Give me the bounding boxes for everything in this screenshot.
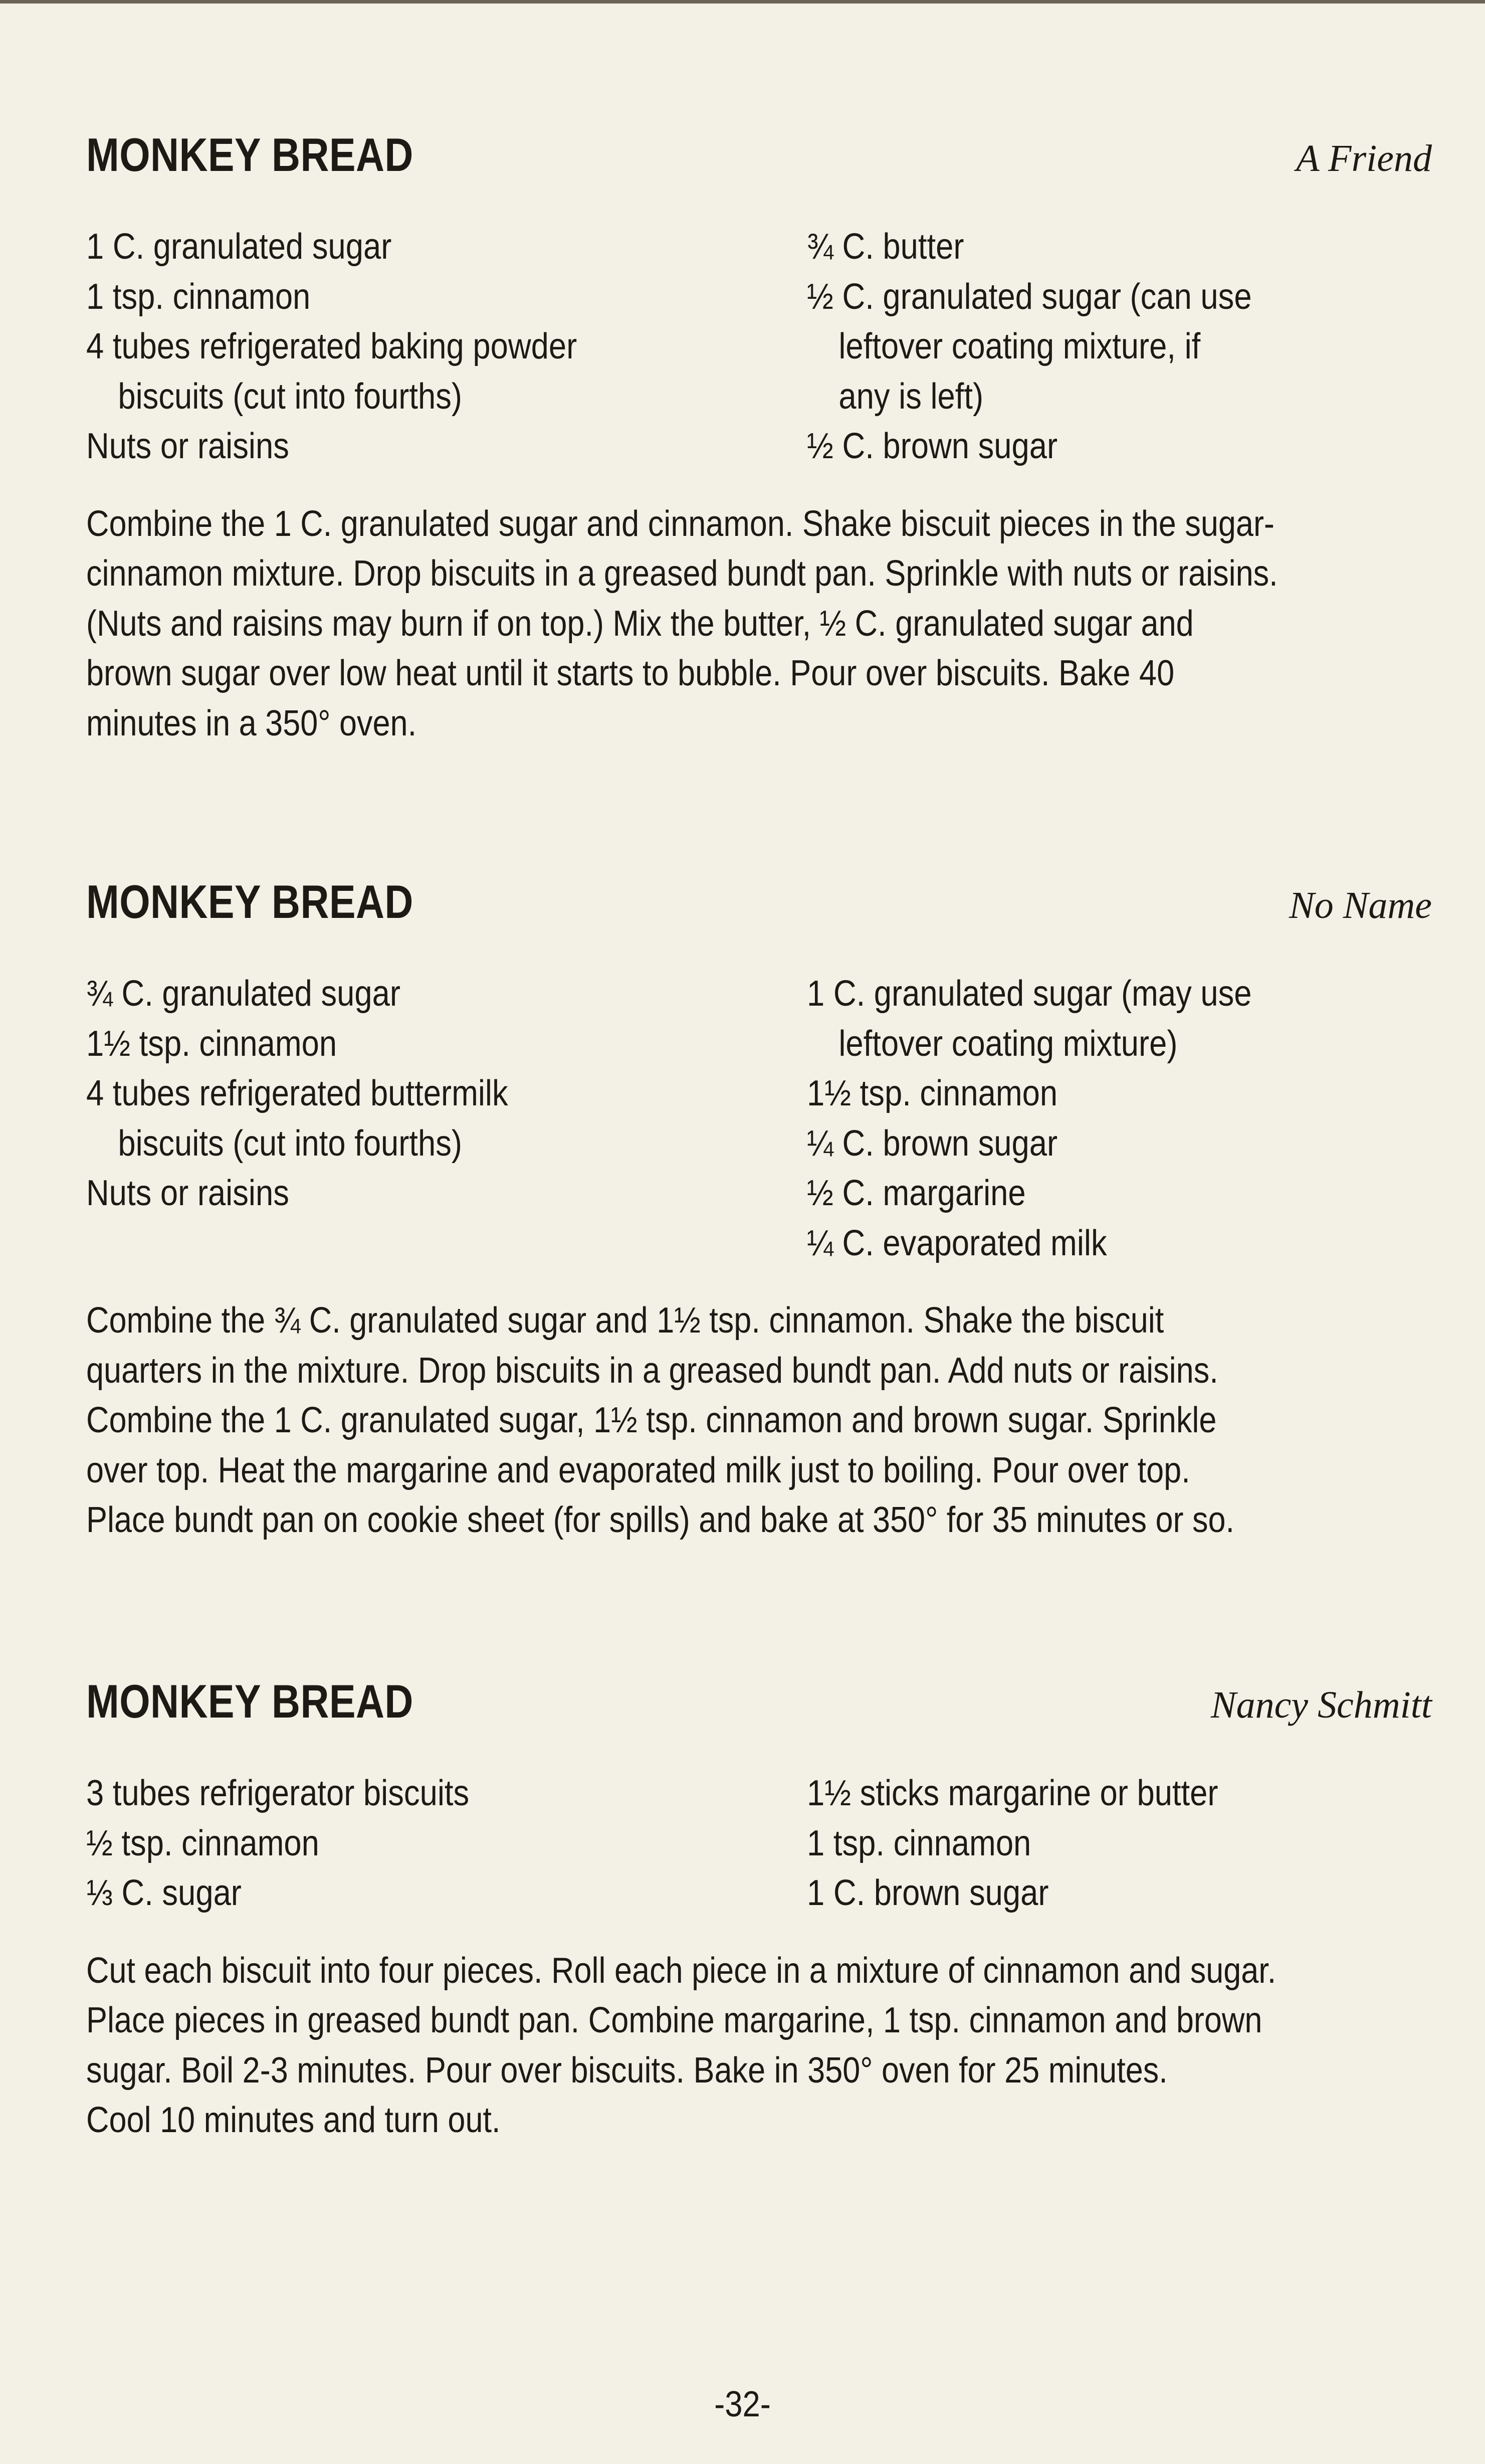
ingredient-line: ½ C. brown sugar xyxy=(807,426,1058,466)
recipe-3 xyxy=(86,1674,1432,2146)
ingredient-line: Nuts or raisins xyxy=(86,426,289,466)
directions-line: Place pieces in greased bundt pan. Combine margarine, 1 tsp. cinnamon and brown xyxy=(86,2000,1262,2040)
recipe-title: MONKEY BREAD xyxy=(86,128,413,181)
ingredient-column-left xyxy=(86,222,807,472)
ingredient-line: 3 tubes refrigerator biscuits xyxy=(86,1773,470,1813)
ingredient-line: 4 tubes refrigerated baking powder xyxy=(86,326,577,366)
ingredient-line: biscuits (cut into fourths) xyxy=(118,376,463,417)
ingredient-line: 1 tsp. cinnamon xyxy=(807,1823,1031,1863)
recipe-directions xyxy=(86,1296,1432,1546)
ingredient-line: Nuts or raisins xyxy=(86,1173,289,1213)
recipe-header xyxy=(86,1674,1432,1740)
ingredient-line: ⅓ C. sugar xyxy=(86,1873,242,1913)
directions-line: Combine the ¾ C. granulated sugar and 1½ tsp. cinnamon. Shake the biscuit xyxy=(86,1300,1164,1341)
ingredient-line: 1 tsp. cinnamon xyxy=(86,276,311,317)
recipe-2 xyxy=(86,875,1432,1546)
directions-line: (Nuts and raisins may burn if on top.) Mix the butter, ½ C. granulated sugar and xyxy=(86,603,1194,644)
directions-line: Combine the 1 C. granulated sugar and cinnamon. Shake biscuit pieces in the sugar- xyxy=(86,503,1275,544)
directions-line: brown sugar over low heat until it starts to bubble. Pour over biscuits. Bake 40 xyxy=(86,653,1175,693)
ingredient-line: ½ C. margarine xyxy=(807,1173,1026,1213)
ingredient-line: any is left) xyxy=(838,376,984,417)
ingredient-line: leftover coating mixture) xyxy=(838,1023,1178,1064)
ingredient-line: 1½ sticks margarine or butter xyxy=(807,1773,1218,1813)
recipe-author: No Name xyxy=(1289,884,1432,926)
ingredient-line: ½ tsp. cinnamon xyxy=(86,1823,319,1863)
ingredient-list xyxy=(86,969,1432,1268)
ingredient-line: 1 C. granulated sugar (may use xyxy=(807,974,1252,1014)
ingredient-column-right xyxy=(807,969,1432,1268)
directions-line: Combine the 1 C. granulated sugar, 1½ tsp. cinnamon and brown sugar. Sprinkle xyxy=(86,1400,1217,1440)
ingredient-column-right xyxy=(807,222,1432,472)
ingredient-column-right xyxy=(807,1769,1432,1919)
recipe-directions xyxy=(86,499,1432,749)
directions-line: Cool 10 minutes and turn out. xyxy=(86,2100,501,2140)
page-number: -32- xyxy=(714,2384,771,2424)
ingredient-line: 4 tubes refrigerated buttermilk xyxy=(86,1073,508,1113)
page-top-edge xyxy=(0,0,1485,4)
ingredient-column-left xyxy=(86,1769,807,1919)
ingredient-line: 1 C. granulated sugar xyxy=(86,227,392,267)
directions-line: minutes in a 350° oven. xyxy=(86,703,417,743)
recipe-1 xyxy=(86,128,1432,748)
ingredient-line: ¼ C. evaporated milk xyxy=(807,1223,1107,1263)
directions-line: Place bundt pan on cookie sheet (for spills) and bake at 350° for 35 minutes or so. xyxy=(86,1500,1235,1540)
ingredient-column-left xyxy=(86,969,807,1268)
directions-line: over top. Heat the margarine and evaporated milk just to boiling. Pour over top. xyxy=(86,1450,1190,1490)
ingredient-line: ¾ C. granulated sugar xyxy=(86,974,400,1014)
directions-line: Cut each biscuit into four pieces. Roll each piece in a mixture of cinnamon and sugar. xyxy=(86,1950,1277,1991)
ingredient-line: biscuits (cut into fourths) xyxy=(118,1123,463,1164)
recipe-header xyxy=(86,128,1432,193)
ingredient-line: 1½ tsp. cinnamon xyxy=(807,1073,1058,1113)
ingredient-list xyxy=(86,222,1432,472)
recipe-title: MONKEY BREAD xyxy=(86,1675,413,1728)
ingredient-line: ¼ C. brown sugar xyxy=(807,1123,1058,1164)
ingredient-list xyxy=(86,1769,1432,1919)
recipe-header xyxy=(86,875,1432,940)
recipe-author: A Friend xyxy=(1296,137,1432,179)
recipe-directions xyxy=(86,1946,1432,2146)
recipe-title: MONKEY BREAD xyxy=(86,875,413,928)
ingredient-line: ¾ C. butter xyxy=(807,227,964,267)
ingredient-line: 1½ tsp. cinnamon xyxy=(86,1023,337,1064)
recipe-author: Nancy Schmitt xyxy=(1210,1684,1432,1726)
ingredient-line: leftover coating mixture, if xyxy=(838,326,1201,366)
directions-line: cinnamon mixture. Drop biscuits in a greased bundt pan. Sprinkle with nuts or raisins. xyxy=(86,553,1278,594)
directions-line: quarters in the mixture. Drop biscuits in a greased bundt pan. Add nuts or raisins. xyxy=(86,1350,1218,1391)
ingredient-line: 1 C. brown sugar xyxy=(807,1873,1049,1913)
ingredient-line: ½ C. granulated sugar (can use xyxy=(807,276,1252,317)
directions-line: sugar. Boil 2-3 minutes. Pour over biscuits. Bake in 350° oven for 25 minutes. xyxy=(86,2050,1168,2091)
